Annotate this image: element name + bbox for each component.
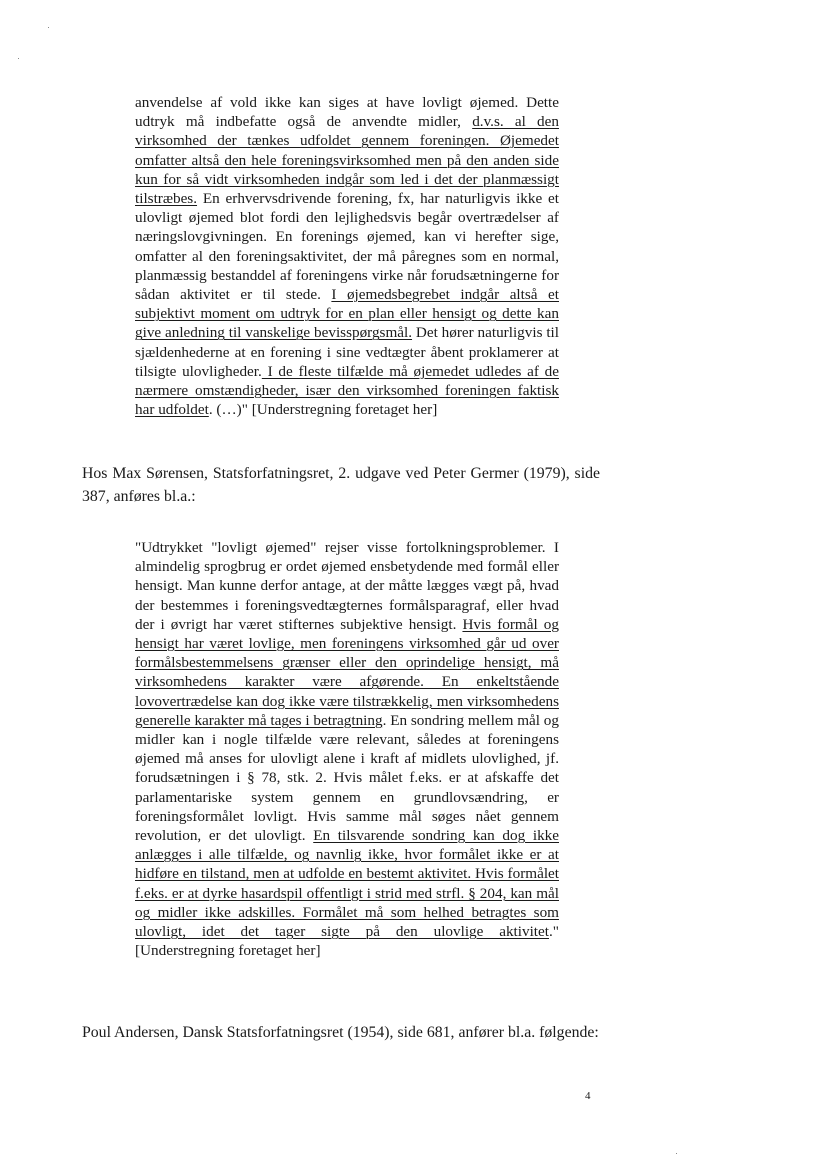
- scan-speck: [48, 27, 49, 28]
- quote-text: "Udtrykket "lovligt øjemed" rejser visse fortolkningsproblemer. I almindelig sprogbrug er ordet øjemed ensbetydende med formål eller hensigt. Man kunne derfor antage, at der måtte lægges vægt på, hvad der bestemmes i foreningsvedtægternes formålsparagraf, eller hvad der i øvrigt har været stifternes subjektive hensigt.: [135, 539, 559, 633]
- quote-text: anvendelse af vold ikke kan siges at have lovligt øjemed. Dette udtryk må indbefatte også de anvendte midler,: [135, 94, 559, 131]
- block-quote-2: [135, 538, 559, 960]
- underlined-text: d.v.s. al den virksomhed der tænkes udfoldet gennem foreningen. Øjemedet omfatter altså den hele foreningsvirksomhed men på den anden side kun for så vidt virksomheden indgår som led i det der planmæssigt tilstræbes.: [135, 113, 559, 208]
- page-number: 4: [585, 1090, 591, 1102]
- paragraph-poul-andersen: Poul Andersen, Dansk Statsforfatningsret (1954), side 681, anfører bl.a. følgende:: [82, 1024, 599, 1041]
- scan-speck: [18, 58, 19, 59]
- scan-speck: [676, 1153, 677, 1154]
- quote-text: . En sondring mellem mål og midler kan i nogle tilfælde være relevant, således at foreningens øjemed må anses for ulovligt alene i kraft af midlets ulovlighed, jf. forudsætningen i § 78, stk. 2. Hvis målet f.eks. er at afskaffe det parlamentariske system gennem en grundlovsændring, er foreningsformålet lovligt. Hvis samme mål søges nået gennem revolution, er det ulovligt.: [135, 711, 559, 845]
- underlined-text: I de fleste tilfælde må øjemedet udledes af de nærmere omstændigheder, især den virksomhed foreningen faktisk har udfoldet: [135, 362, 559, 419]
- underlined-text: En tilsvarende sondring kan dog ikke anlægges i alle tilfælde, og navnlig ikke, hvor formålet ikke er at hidføre en tilstand, men at udfolde en bestemt aktivitet. Hvis formålet f.eks. er at dyrke hasardspil offentligt i strid med strfl. § 204, kan mål og midler ikke adskilles. Formålet må som helhed betragtes som ulovligt, idet det tager sigte på den ulovlige aktivitet: [135, 827, 559, 941]
- quote-text: En erhvervsdrivende forening, fx, har naturligvis ikke et ulovligt øjemed blot fordi den lejlighedsvis begår overtrædelser af næringslovgivningen. En forenings øjemed, kan vi herefter sige, omfatter al den foreningsaktivitet, der må påregnes som en normal, planmæssig bestanddel af foreningens virke når forudsætningerne for sådan aktivitet er til stede.: [135, 190, 559, 304]
- block-quote-1: [135, 93, 559, 419]
- underlined-text: I øjemedsbegrebet indgår altså et subjektivt moment om udtryk for en plan eller hensigt og dette kan give anledning til vanskelige bevisspørgsmål.: [135, 286, 559, 342]
- paragraph-max-sorensen: Hos Max Sørensen, Statsforfatningsret, 2. udgave ved Peter Germer (1979), side 387, anføres bl.a.:: [82, 465, 600, 505]
- underlined-text: Hvis formål og hensigt har været lovlige, men foreningens virksomhed går ud over formålsbestemmelsens grænser eller den oprindelige hensigt, må virksomhedens karakter være afgørende. En enkeltstående lovovertrædelse kan dog ikke være tilstrækkelig, men virksomhedens generelle karakter må tages i betragtning: [135, 615, 559, 729]
- quote-text: ." [Understregning foretaget her]: [135, 923, 559, 960]
- quote-text: Det hører naturligvis til sjældenhederne at en forening i sine vedtægter åbent proklamerer at tilsigte ulovligheder.: [135, 324, 559, 380]
- quote-text: . (…)" [Understregning foretaget her]: [208, 401, 438, 419]
